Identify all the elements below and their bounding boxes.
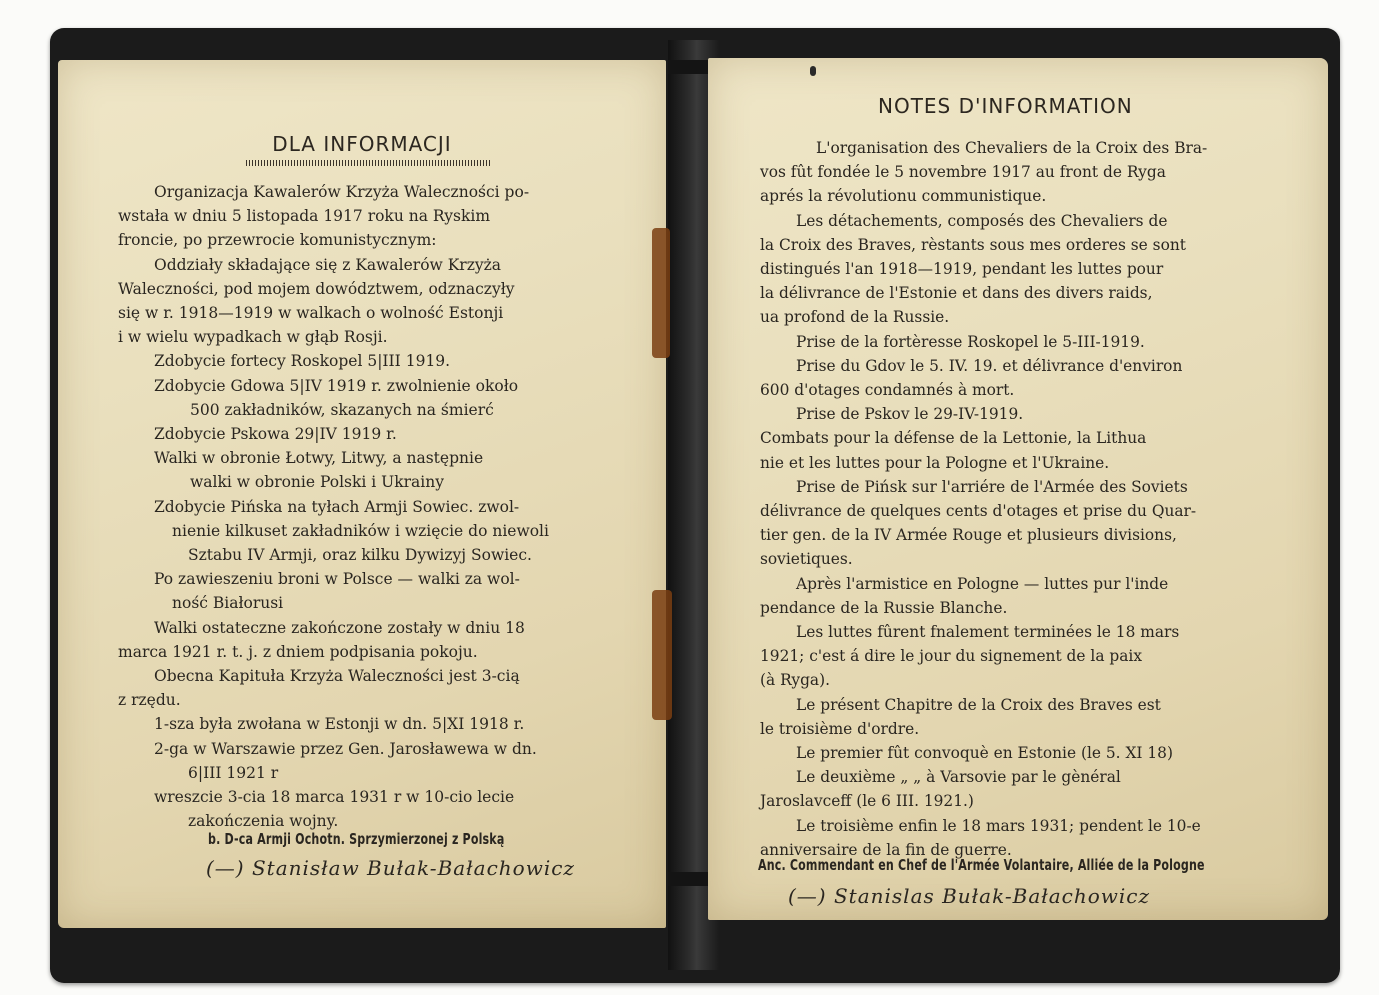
rust-stain: [652, 228, 670, 358]
text-line: 2-ga w Warszawie przez Gen. Jarosławewa w dn.: [154, 739, 537, 758]
text-line: distingués l'an 1918—1919, pendant les luttes pour: [760, 260, 1164, 279]
text-line: 1921; c'est á dire le jour du signement de la paix: [760, 647, 1143, 666]
text-line: le troisième d'ordre.: [760, 719, 920, 738]
text-line: się w r. 1918—1919 w walkach o wolność Estonji: [118, 304, 504, 323]
text-line: Prise de Pińsk sur l'arriére de l'Armée des Soviets: [796, 477, 1188, 496]
ink-mark: [810, 66, 816, 76]
text-line: vos fût fondée le 5 novembre 1917 au front de Ryga: [760, 163, 1166, 182]
text-line: Zdobycie fortecy Roskopel 5|III 1919.: [154, 352, 451, 371]
text-line: Waleczności, pod mojem dowództwem, odznaczyły: [118, 279, 515, 298]
text-line: zakończenia wojny.: [188, 812, 339, 831]
right-page-text: [760, 136, 1320, 862]
text-line: Les luttes fûrent fnalement terminées le 18 mars: [796, 623, 1180, 642]
text-line: 600 d'otages condamnés à mort.: [760, 381, 1015, 400]
text-line: pendance de la Russie Blanche.: [760, 598, 1008, 617]
left-signature-name: (—) Stanisław Bułak-Bałachowicz: [206, 856, 575, 880]
text-line: 500 zakładników, skazanych na śmierć: [190, 400, 494, 419]
text-line: ua profond de la Russie.: [760, 308, 950, 327]
text-line: Zdobycie Pińska na tyłach Armji Sowiec. zwol-: [154, 497, 520, 516]
text-line: nie et les luttes pour la Pologne et l'Ukraine.: [760, 453, 1110, 472]
text-line: z rzędu.: [118, 691, 181, 710]
text-line: Le premier fût convoquè en Estonie (le 5. XI 18): [796, 744, 1173, 763]
text-line: Combats pour la défense de la Lettonie, la Lithua: [760, 429, 1147, 448]
text-line: Walki w obronie Łotwy, Litwy, a następnie: [154, 449, 484, 468]
text-line: Po zawieszeniu broni w Polsce — walki za wol-: [154, 570, 520, 589]
right-page: [708, 58, 1328, 920]
text-line: la Croix des Braves, rèstants sous mes orderes se sont: [760, 235, 1186, 254]
text-line: anniversaire de la fin de guerre.: [760, 840, 1012, 859]
left-signature-title: b. D-ca Armji Ochotn. Sprzymierzonej z Polską: [208, 830, 505, 848]
text-line: Le présent Chapitre de la Croix des Braves est: [796, 695, 1161, 714]
text-line: L'organisation des Chevaliers de la Croix des Bra-: [816, 139, 1208, 157]
text-line: Jaroslavceff (le 6 III. 1921.): [760, 792, 974, 811]
rust-stain: [652, 590, 672, 720]
text-line: tier gen. de la IV Armée Rouge et plusieurs divisions,: [760, 526, 1177, 545]
right-signature-name: (—) Stanislas Bułak-Bałachowicz: [788, 884, 1151, 908]
text-line: Walki ostateczne zakończone zostały w dniu 18: [154, 618, 525, 637]
text-line: wreszcie 3-cia 18 marca 1931 r w 10-cio lecie: [154, 788, 515, 807]
left-page: [58, 60, 666, 928]
right-page-title: NOTES D'INFORMATION: [878, 94, 1133, 118]
text-line: aprés la révolutionu communistique.: [760, 187, 1047, 206]
text-line: Zdobycie Pskowa 29|IV 1919 r.: [154, 425, 397, 444]
text-line: Après l'armistice en Pologne — luttes pur l'inde: [796, 574, 1169, 593]
text-line: 1-sza była zwołana w Estonji w dn. 5|XI 1918 r.: [154, 715, 525, 734]
text-line: i w wielu wypadkach w głąb Rosji.: [118, 328, 388, 347]
right-signature-title: Anc. Commendant en Chef de l'Armée Volantaire, Alliée de la Pologne: [758, 856, 1205, 874]
text-line: Prise de Pskov le 29-IV-1919.: [796, 405, 1024, 424]
text-line: Zdobycie Gdowa 5|IV 1919 r. zwolnienie około: [154, 376, 519, 395]
left-page-text: [118, 180, 658, 833]
text-line: nienie kilkuset zakładników i wzięcie do niewoli: [172, 521, 549, 540]
text-line: Organizacja Kawalerów Krzyża Waleczności po-: [154, 183, 530, 201]
text-line: 6|III 1921 r: [188, 763, 279, 782]
text-line: Les détachements, composés des Chevaliers de: [796, 211, 1168, 230]
text-line: ność Białorusi: [172, 594, 284, 613]
text-line: marca 1921 r. t. j. z dniem podpisania pokoju.: [118, 642, 478, 661]
text-line: délivrance de quelques cents d'otages et prise du Quar-: [760, 502, 1197, 521]
left-page-title: DLA INFORMACJI: [272, 132, 452, 156]
text-line: Prise du Gdov le 5. IV. 19. et délivrance d'environ: [796, 356, 1183, 375]
text-line: Le deuxième „ „ à Varsovie par le gènéral: [796, 768, 1121, 787]
text-line: Prise de la fortèresse Roskopel le 5-III-1919.: [796, 332, 1145, 351]
text-line: (à Ryga).: [760, 671, 831, 690]
text-line: Sztabu IV Armji, oraz kilku Dywizyj Sowiec.: [188, 546, 532, 565]
text-line: Oddziały składające się z Kawalerów Krzyża: [154, 255, 502, 274]
text-line: walki w obronie Polski i Ukrainy: [190, 473, 444, 492]
text-line: Le troisième enfin le 18 mars 1931; pendent le 10-e: [796, 816, 1201, 835]
text-line: Obecna Kapituła Krzyża Waleczności jest 3-cią: [154, 667, 520, 686]
text-line: sovietiques.: [760, 550, 853, 569]
text-line: froncie, po przewrocie komunistycznym:: [118, 231, 437, 250]
text-line: wstała w dniu 5 listopada 1917 roku na Ryskim: [118, 207, 491, 226]
title-underline: [246, 160, 492, 166]
text-line: la délivrance de l'Estonie et dans des divers raids,: [760, 284, 1153, 303]
